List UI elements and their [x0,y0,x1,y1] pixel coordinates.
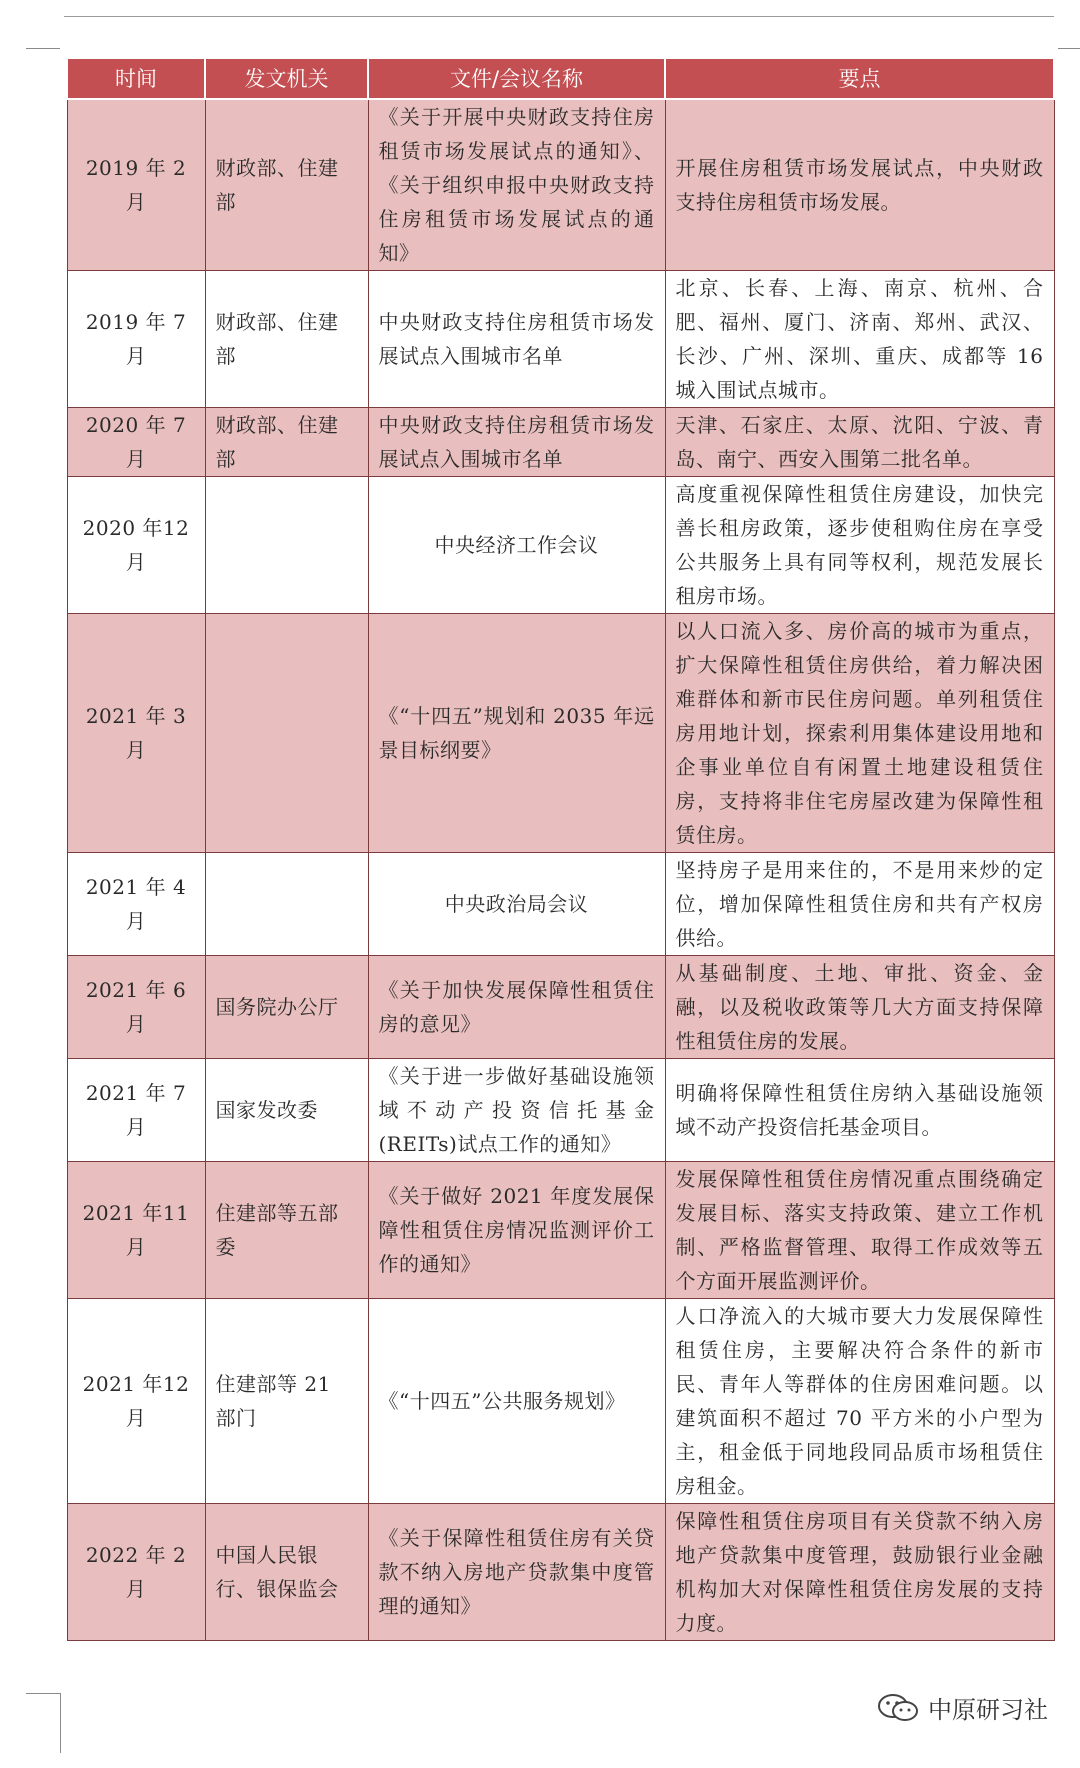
header-doc: 文件/会议名称 [368,58,665,99]
cell-doc: 《关于加快发展保障性租赁住房的意见》 [368,956,665,1059]
table-row [67,1162,1054,1299]
table-row [67,1504,1054,1641]
cell-date: 2021 年 4 月 [67,853,205,956]
table-row [67,614,1054,853]
crop-mark-tr-h [1058,48,1080,49]
cell-points: 坚持房子是用来住的，不是用来炒的定位，增加保障性租赁住房和共有产权房供给。 [665,853,1054,956]
table-row [67,853,1054,956]
cell-date: 2019 年 2 月 [67,99,205,271]
cell-org [205,853,368,956]
cell-points: 北京、长春、上海、南京、杭州、合肥、福州、厦门、济南、郑州、武汉、长沙、广州、深圳、重庆、成都等 16 城入围试点城市。 [665,271,1054,408]
cell-doc: 《“十四五”公共服务规划》 [368,1299,665,1504]
cell-org [205,477,368,614]
top-rule [64,16,1054,17]
crop-mark-bl-v [60,1693,61,1753]
watermark [876,1690,1048,1725]
table-row [67,99,1054,271]
cell-org: 财政部、住建部 [205,408,368,477]
cell-doc: 《关于进一步做好基础设施领域不动产投资信托基金(REITs)试点工作的通知》 [368,1059,665,1162]
table-row [67,477,1054,614]
cell-points: 天津、石家庄、太原、沈阳、宁波、青岛、南宁、西安入围第二批名单。 [665,408,1054,477]
cell-doc: 《关于做好 2021 年度发展保障性租赁住房情况监测评价工作的通知》 [368,1162,665,1299]
table-row [67,1059,1054,1162]
cell-doc: 《关于保障性租赁住房有关贷款不纳入房地产贷款集中度管理的通知》 [368,1504,665,1641]
cell-doc: 《“十四五”规划和 2035 年远景目标纲要》 [368,614,665,853]
cell-points: 以人口流入多、房价高的城市为重点，扩大保障性租赁住房供给，着力解决困难群体和新市民住房问题。单列租赁住房用地计划，探索利用集体建设用地和企事业单位自有闲置土地建设租赁住房，支持将非住宅房屋改建为保障性租赁住房。 [665,614,1054,853]
cell-date: 2021 年 7 月 [67,1059,205,1162]
table-header-row [67,58,1054,99]
cell-org [205,614,368,853]
crop-mark-bl-h [26,1693,60,1694]
watermark-text: 中原研习社 [928,1696,1048,1724]
table-row [67,408,1054,477]
cell-points: 明确将保障性租赁住房纳入基础设施领域不动产投资信托基金项目。 [665,1059,1054,1162]
cell-org: 财政部、住建部 [205,271,368,408]
cell-date: 2020 年12 月 [67,477,205,614]
cell-points: 开展住房租赁市场发展试点，中央财政支持住房租赁市场发展。 [665,99,1054,271]
crop-mark-tl-h [26,48,60,49]
cell-points: 从基础制度、土地、审批、资金、金融，以及税收政策等几大方面支持保障性租赁住房的发展。 [665,956,1054,1059]
cell-doc: 中央财政支持住房租赁市场发展试点入围城市名单 [368,271,665,408]
cell-points: 发展保障性租赁住房情况重点围绕确定发展目标、落实支持政策、建立工作机制、严格监督管理、取得工作成效等五个方面开展监测评价。 [665,1162,1054,1299]
cell-date: 2021 年 6 月 [67,956,205,1059]
header-points: 要点 [665,58,1054,99]
cell-points: 人口净流入的大城市要大力发展保障性租赁住房，主要解决符合条件的新市民、青年人等群体的住房困难问题。以建筑面积不超过 70 平方米的小户型为主，租金低于同地段同品质市场租赁住房租金。 [665,1299,1054,1504]
cell-doc: 《关于开展中央财政支持住房租赁市场发展试点的通知》、《关于组织申报中央财政支持住房租赁市场发展试点的通知》 [368,99,665,271]
table-row [67,271,1054,408]
cell-date: 2020 年 7 月 [67,408,205,477]
cell-points: 高度重视保障性租赁住房建设，加快完善长租房政策，逐步使租购住房在享受公共服务上具有同等权利，规范发展长租房市场。 [665,477,1054,614]
policy-table [66,57,1055,1641]
wechat-icon [876,1692,922,1724]
cell-org: 中国人民银行、银保监会 [205,1504,368,1641]
table-row [67,956,1054,1059]
cell-org: 国务院办公厅 [205,956,368,1059]
cell-date: 2021 年 3 月 [67,614,205,853]
header-date: 时间 [67,58,205,99]
cell-doc: 中央经济工作会议 [368,477,665,614]
cell-org: 住建部等 21 部门 [205,1299,368,1504]
cell-date: 2021 年12 月 [67,1299,205,1504]
cell-points: 保障性租赁住房项目有关贷款不纳入房地产贷款集中度管理，鼓励银行业金融机构加大对保障性租赁住房发展的支持力度。 [665,1504,1054,1641]
cell-doc: 中央财政支持住房租赁市场发展试点入围城市名单 [368,408,665,477]
cell-org: 住建部等五部委 [205,1162,368,1299]
cell-date: 2019 年 7 月 [67,271,205,408]
cell-org: 国家发改委 [205,1059,368,1162]
cell-org: 财政部、住建部 [205,99,368,271]
cell-date: 2022 年 2 月 [67,1504,205,1641]
cell-doc: 中央政治局会议 [368,853,665,956]
cell-date: 2021 年11 月 [67,1162,205,1299]
table-row [67,1299,1054,1504]
header-org: 发文机关 [205,58,368,99]
